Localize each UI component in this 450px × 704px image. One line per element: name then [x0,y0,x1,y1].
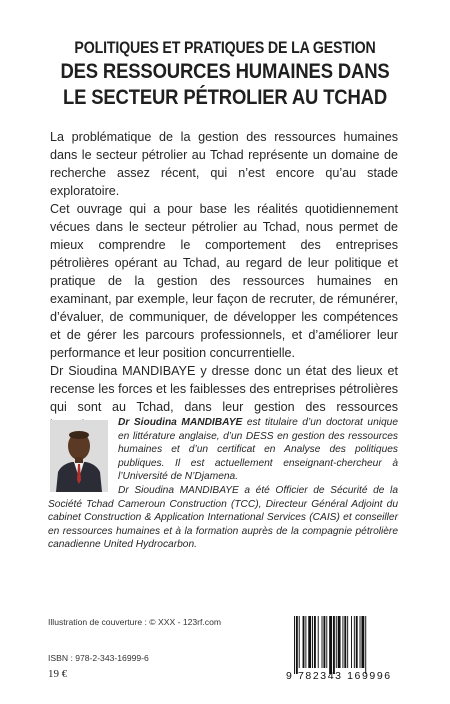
isbn: ISBN : 978-2-343-16999-6 [48,653,149,663]
blurb-paragraph-2: Cet ouvrage qui a pour base les réalités quotidiennement vécues dans le secteur pétrolier au Tchad, nous permet de mieux comprendre le comportement des entreprises pétrolières opérant au Tchad, au regard de leur politique et pratique de la gestion des ressources humaines en examinant, par exemple, leur façon de recruter, de rémunérer, d’évaluer, de communiquer, de développer les compétences et de gérer les parcours professionnels, et d’améliorer leur performance et leur position concurrentielle. [50,202,398,360]
barcode-number: 9 782343 169996 [286,670,392,682]
blurb [50,128,398,434]
author-photo [50,420,108,492]
blurb-paragraph-1: La problématique de la gestion des ressources humaines dans le secteur pétrolier au Tchad représente un domaine de recherche assez récent, qui n’est encore qu’au stade exploratoire. [50,130,398,198]
book-title [32,38,419,110]
title-line-2: DES RESSOURCES HUMAINES DANS [60,59,390,83]
blurb-paragraph-3: Dr Sioudina MANDIBAYE y dresse donc un état des lieux et recense les forces et les faiblesses des entreprises pétrolières qui sont au Tchad, dans leur gestion des ressources [50,364,398,414]
author-bio-1-text: est titulaire d’un doctorat unique en littérature anglaise, d’un DESS en gestion des ressources humaines et d’un certificat en Analyse des politiques publiques. Il est actuellement enseignant-chercheur à l’Université de N’Djamena. [118,417,398,483]
author-section [48,416,398,576]
title-line-1: POLITIQUES ET PRATIQUES DE LA GESTION [74,39,376,57]
title-line-3: LE SECTEUR PÉTROLIER AU TCHAD [62,85,388,109]
author-name: Dr Sioudina MANDIBAYE [118,417,243,428]
price: 19 € [48,668,68,680]
cover-credit: Illustration de couverture : © XXX - 123rf.com [48,617,222,627]
author-bio-2: Dr Sioudina MANDIBAYE a été Officier de Sécurité de la Société Tchad Cameroun Construction (TCC), Directeur Général Adjoint du cabinet Construction & Application International Services (CAIS) et conseiller en ressources humaines et à la formation auprès de la compagnie pétrolière canadienne United Hydrocarbon. [48,484,398,551]
